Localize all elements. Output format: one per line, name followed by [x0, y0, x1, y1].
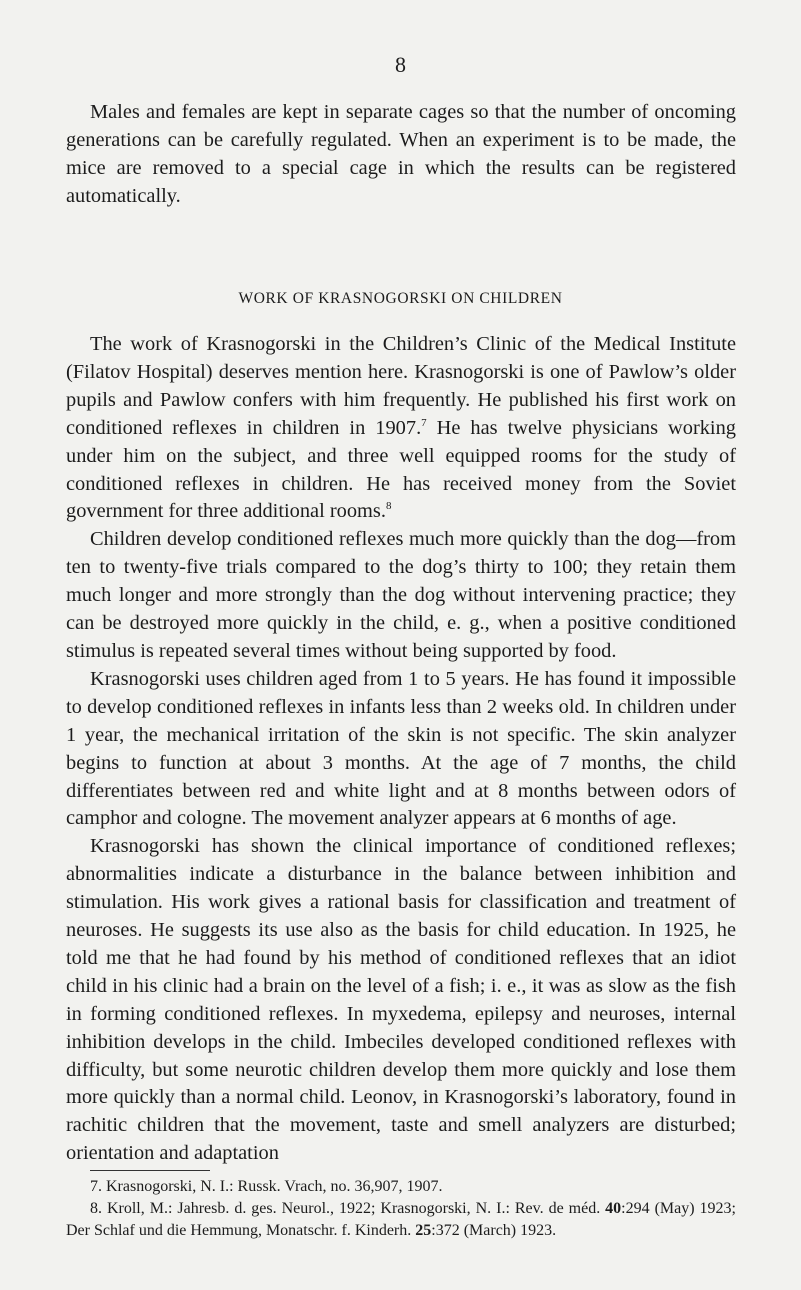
paragraph-1-part-a: The work of Krasnogorski in the Children’s Clinic of the Medical Institute (Filatov Hospital) deserves mention here. Krasnogorski is one of Pawlow’s older pupils and Pawlow confers with him frequently. He published his first work on conditioned reflexes in children in 1907.: [66, 333, 736, 439]
intro-paragraph-block: [66, 99, 736, 211]
footnotes: [66, 1176, 736, 1242]
paragraph-1: [66, 331, 736, 526]
footnote-8-volume-2: 25: [415, 1222, 432, 1239]
paragraph-2: Children develop conditioned reflexes much more quickly than the dog—from ten to twenty-five trials compared to the dog’s thirty to 100; they retain them much longer and more strongly than the dog without intervening practice; they can be destroyed more quickly in the child, e. g., when a positive conditioned stimulus is repeated several times without being supported by food.: [66, 528, 736, 662]
footnote-8-volume-1: 40: [605, 1200, 622, 1217]
footnote-ref-8: 8: [385, 500, 392, 513]
footnote-8-part-b: :294 (May) 1923; Der Schlaf und die Hemmung, Monatschr. f. Kinderh.: [66, 1200, 736, 1239]
main-text-block: [66, 331, 736, 1168]
paragraph-1-part-b: He has twelve physicians working under him on the subject, and three well equipped rooms for the study of conditioned reflexes in children. He has received money from the Soviet government for three additional rooms.: [66, 416, 736, 523]
footnote-8: [66, 1198, 736, 1242]
footnote-8-part-c: :372 (March) 1923.: [431, 1222, 557, 1239]
section-heading: WORK OF KRASNOGORSKI ON CHILDREN: [238, 290, 563, 307]
footnote-divider: [90, 1170, 210, 1171]
footnote-ref-7: 7: [421, 416, 427, 429]
page-number: 8: [395, 52, 406, 77]
paragraph-3: Krasnogorski uses children aged from 1 to 5 years. He has found it impossible to develop conditioned reflexes in infants less than 2 weeks old. In children under 1 year, the mechanical irritation of the skin is not specific. The skin analyzer begins to function at about 3 months. At the age of 7 months, the child differentiates between red and white light and at 8 months between odors of camphor and cologne. The movement analyzer appears at 6 months of age.: [66, 667, 736, 830]
footnote-7: 7. Krasnogorski, N. I.: Russk. Vrach, no. 36,907, 1907.: [90, 1178, 443, 1195]
intro-paragraph: Males and females are kept in separate cages so that the number of oncoming generations can be carefully regulated. When an experiment is to be made, the mice are removed to a special cage in which the results can be registered automatically.: [66, 101, 736, 207]
paragraph-4: Krasnogorski has shown the clinical importance of conditioned reflexes; abnormalities indicate a disturbance in the balance between inhibition and stimulation. His work gives a rational basis for classification and treatment of neuroses. He suggests its use also as the basis for child education. In 1925, he told me that he had found by his method of conditioned reflexes that an idiot child in his clinic had a brain on the level of a fish; i. e., it was as slow as the fish in forming conditioned reflexes. In myxedema, epilepsy and neuroses, internal inhibition develops in the child. Imbeciles developed conditioned reflexes with difficulty, but some neurotic children develop them more quickly and lose them more quickly than a normal child. Leonov, in Krasnogorski’s laboratory, found in rachitic children that the movement, taste and smell analyzers are disturbed; orientation and adaptation: [66, 835, 736, 1165]
footnote-8-part-a: 8. Kroll, M.: Jahresb. d. ges. Neurol., 1922; Krasnogorski, N. I.: Rev. de méd.: [90, 1200, 606, 1217]
